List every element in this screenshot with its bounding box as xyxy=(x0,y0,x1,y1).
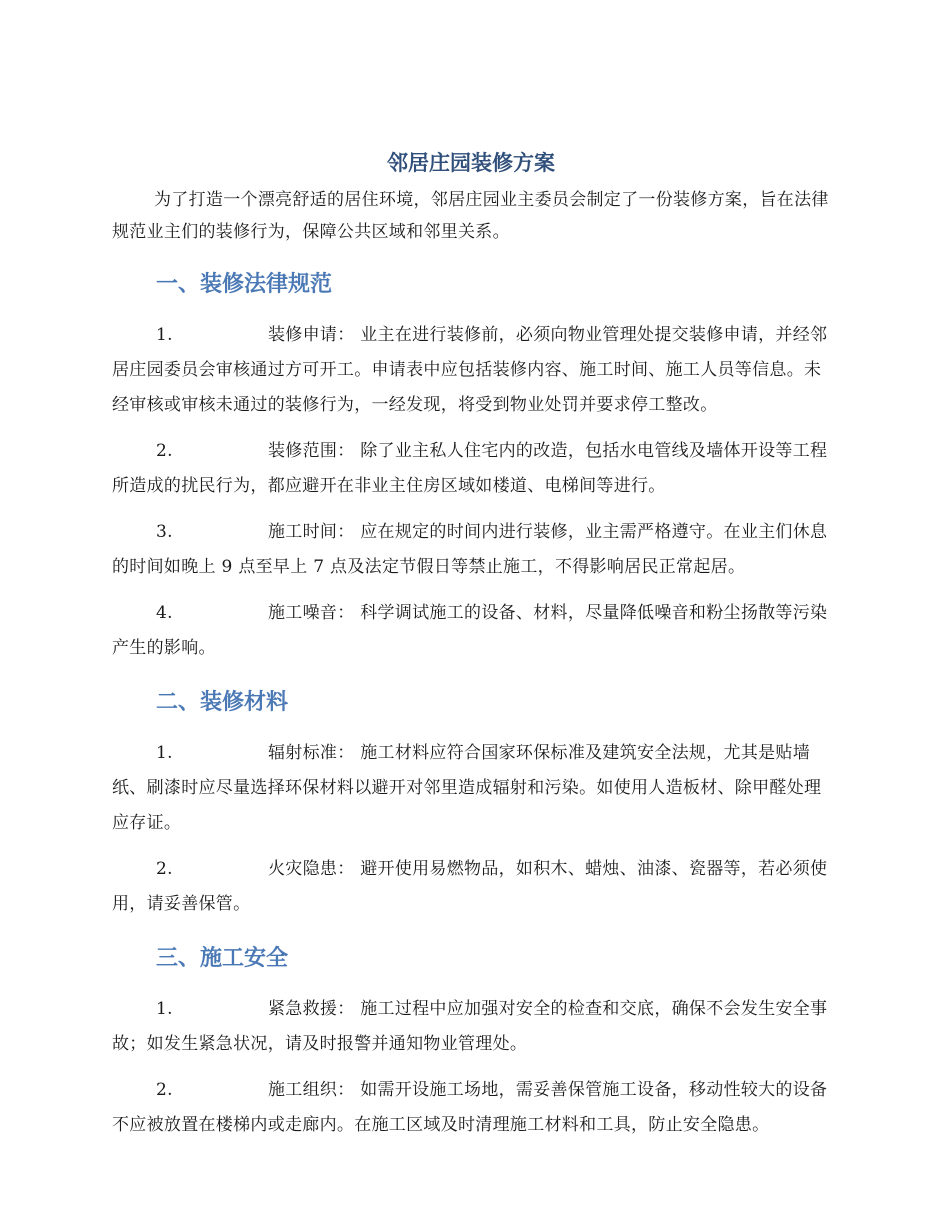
item-label: 火灾隐患： xyxy=(268,859,355,879)
document-title: 邻居庄园装修方案 xyxy=(387,151,555,175)
list-item xyxy=(112,736,830,841)
list-item xyxy=(112,992,830,1062)
item-number: 2. xyxy=(156,859,173,879)
item-label: 施工组织： xyxy=(268,1080,355,1100)
item-number: 1. xyxy=(156,743,173,763)
item-label: 施工时间： xyxy=(268,522,355,542)
item-label: 辐射标准： xyxy=(268,743,355,763)
item-text: 如需开设施工场地，需妥善保管施工设备，移动性较大的设备不应被放置在楼梯内或走廊内。在施工区域及时清理施工材料和工具，防止安全隐患。 xyxy=(112,1080,828,1135)
item-text: 避开使用易燃物品，如积木、蜡烛、油漆、瓷器等，若必须使用，请妥善保管。 xyxy=(112,859,828,914)
item-label: 装修范围： xyxy=(268,441,355,461)
list-item xyxy=(112,515,830,585)
section-legal xyxy=(112,268,830,666)
item-number: 1. xyxy=(156,325,173,345)
section-materials xyxy=(112,686,830,922)
section-heading: 一、装修法律规范 xyxy=(156,272,333,297)
item-text: 业主在进行装修前，必须向物业管理处提交装修申请，并经邻居庄园委员会审核通过方可开工。申请表中应包括装修内容、施工时间、施工人员等信息。未经审核或审核未通过的装修行为，一经发现，将受到物业处罚并要求停工整改。 xyxy=(112,325,828,415)
section-heading: 二、装修材料 xyxy=(156,690,289,715)
item-text: 应在规定的时间内进行装修，业主需严格遵守。在业主们休息的时间如晚上 9 点至早上 7 点及法定节假日等禁止施工，不得影响居民正常起居。 xyxy=(112,522,828,577)
list-item xyxy=(112,1073,830,1143)
item-label: 施工噪音： xyxy=(268,603,355,623)
item-label: 装修申请： xyxy=(268,325,355,345)
section-safety xyxy=(112,942,830,1143)
item-number: 2. xyxy=(156,441,173,461)
item-number: 4. xyxy=(156,603,173,623)
item-number: 2. xyxy=(156,1080,173,1100)
list-item xyxy=(112,434,830,504)
list-item xyxy=(112,852,830,922)
item-text: 施工材料应符合国家环保标准及建筑安全法规，尤其是贴墙纸、刷漆时应尽量选择环保材料以避开对邻里造成辐射和污染。如使用人造板材、除甲醛处理应存证。 xyxy=(112,743,822,833)
list-item xyxy=(112,318,830,423)
document-page xyxy=(112,146,830,1154)
item-number: 1. xyxy=(156,999,173,1019)
section-heading: 三、施工安全 xyxy=(156,946,289,971)
intro-paragraph: 为了打造一个漂亮舒适的居住环境，邻居庄园业主委员会制定了一份装修方案，旨在法律规范业主们的装修行为，保障公共区域和邻里关系。 xyxy=(112,190,829,242)
item-text: 除了业主私人住宅内的改造，包括水电管线及墙体开设等工程所造成的扰民行为，都应避开在非业主住房区域如楼道、电梯间等进行。 xyxy=(112,441,828,496)
item-label: 紧急救援： xyxy=(268,999,355,1019)
item-number: 3. xyxy=(156,522,173,542)
item-text: 施工过程中应加强对安全的检查和交底，确保不会发生安全事故；如发生紧急状况，请及时报警并通知物业管理处。 xyxy=(112,999,828,1054)
list-item xyxy=(112,596,830,666)
item-text: 科学调试施工的设备、材料，尽量降低噪音和粉尘扬散等污染产生的影响。 xyxy=(112,603,828,658)
